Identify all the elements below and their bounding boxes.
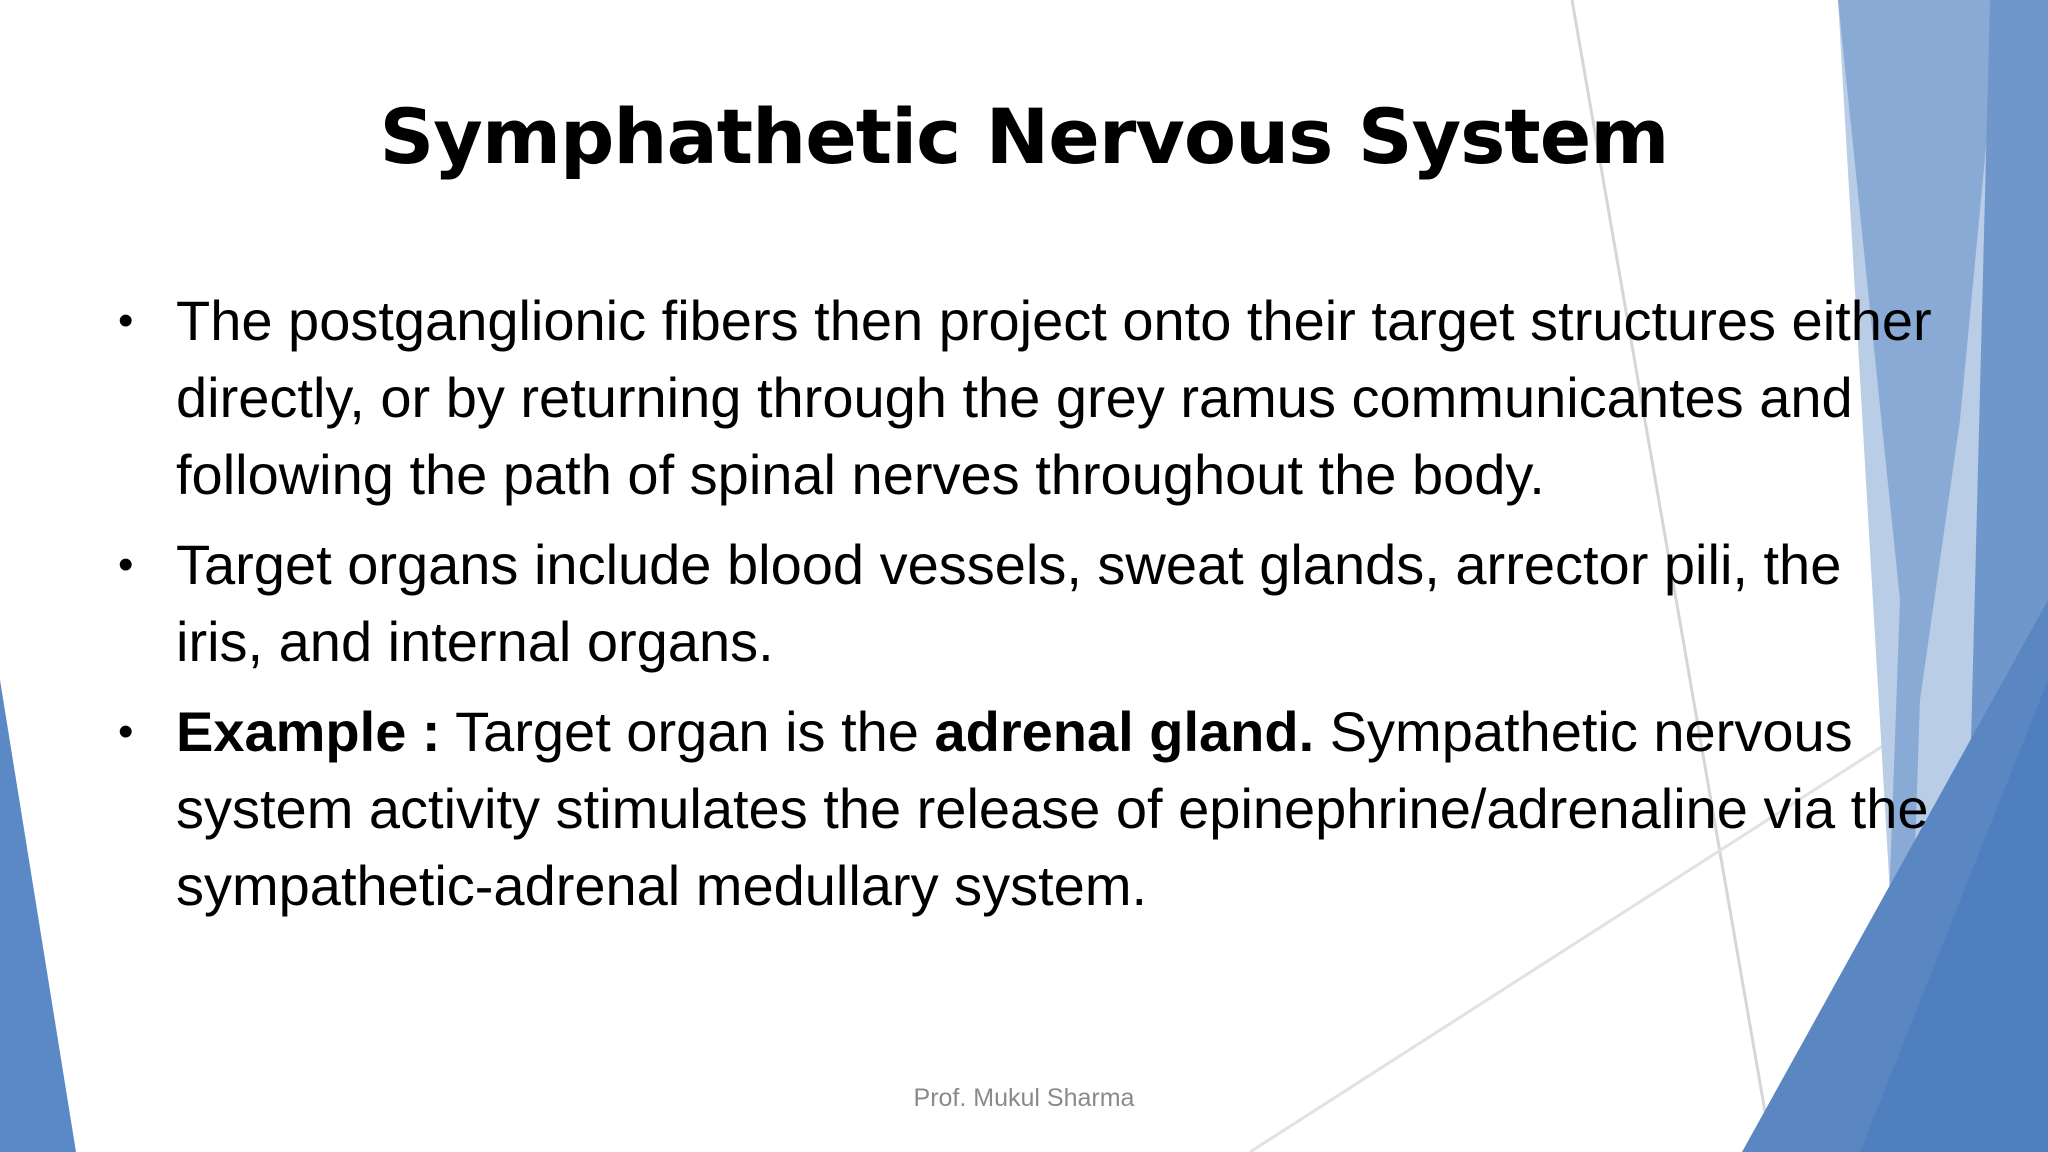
deco-left-wedge xyxy=(0,680,76,1152)
example-emphasis: adrenal gland. xyxy=(934,700,1315,763)
bullet-item-postganglionic xyxy=(112,282,1942,513)
slide-title: Symphathetic Nervous System xyxy=(379,92,1669,181)
example-label: Example : xyxy=(176,700,441,763)
footer-author: Prof. Mukul Sharma xyxy=(913,1084,1135,1112)
bullet-list xyxy=(112,282,1942,937)
bullet-text: The postganglionic fibers then project onto their target structures either directly, or by returning through the grey ramus communicantes and following the path of spinal nerves throughout the body. xyxy=(176,289,1932,506)
bullet-item-example xyxy=(112,693,1942,924)
bullet-dot-icon: • xyxy=(118,296,134,345)
bullet-dot-icon: • xyxy=(118,540,134,589)
bullet-dot-icon: • xyxy=(118,707,134,756)
example-text-before: Target organ is the xyxy=(440,700,935,763)
example-text-after: Sympathetic nervous system activity stimulates the release of epinephrine/adrenaline via the sympathetic-adrenal medullary system. xyxy=(176,700,1929,917)
bullet-item-target-organs xyxy=(112,526,1942,680)
bullet-text: Target organs include blood vessels, sweat glands, arrector pili, the iris, and internal organs. xyxy=(176,533,1842,673)
